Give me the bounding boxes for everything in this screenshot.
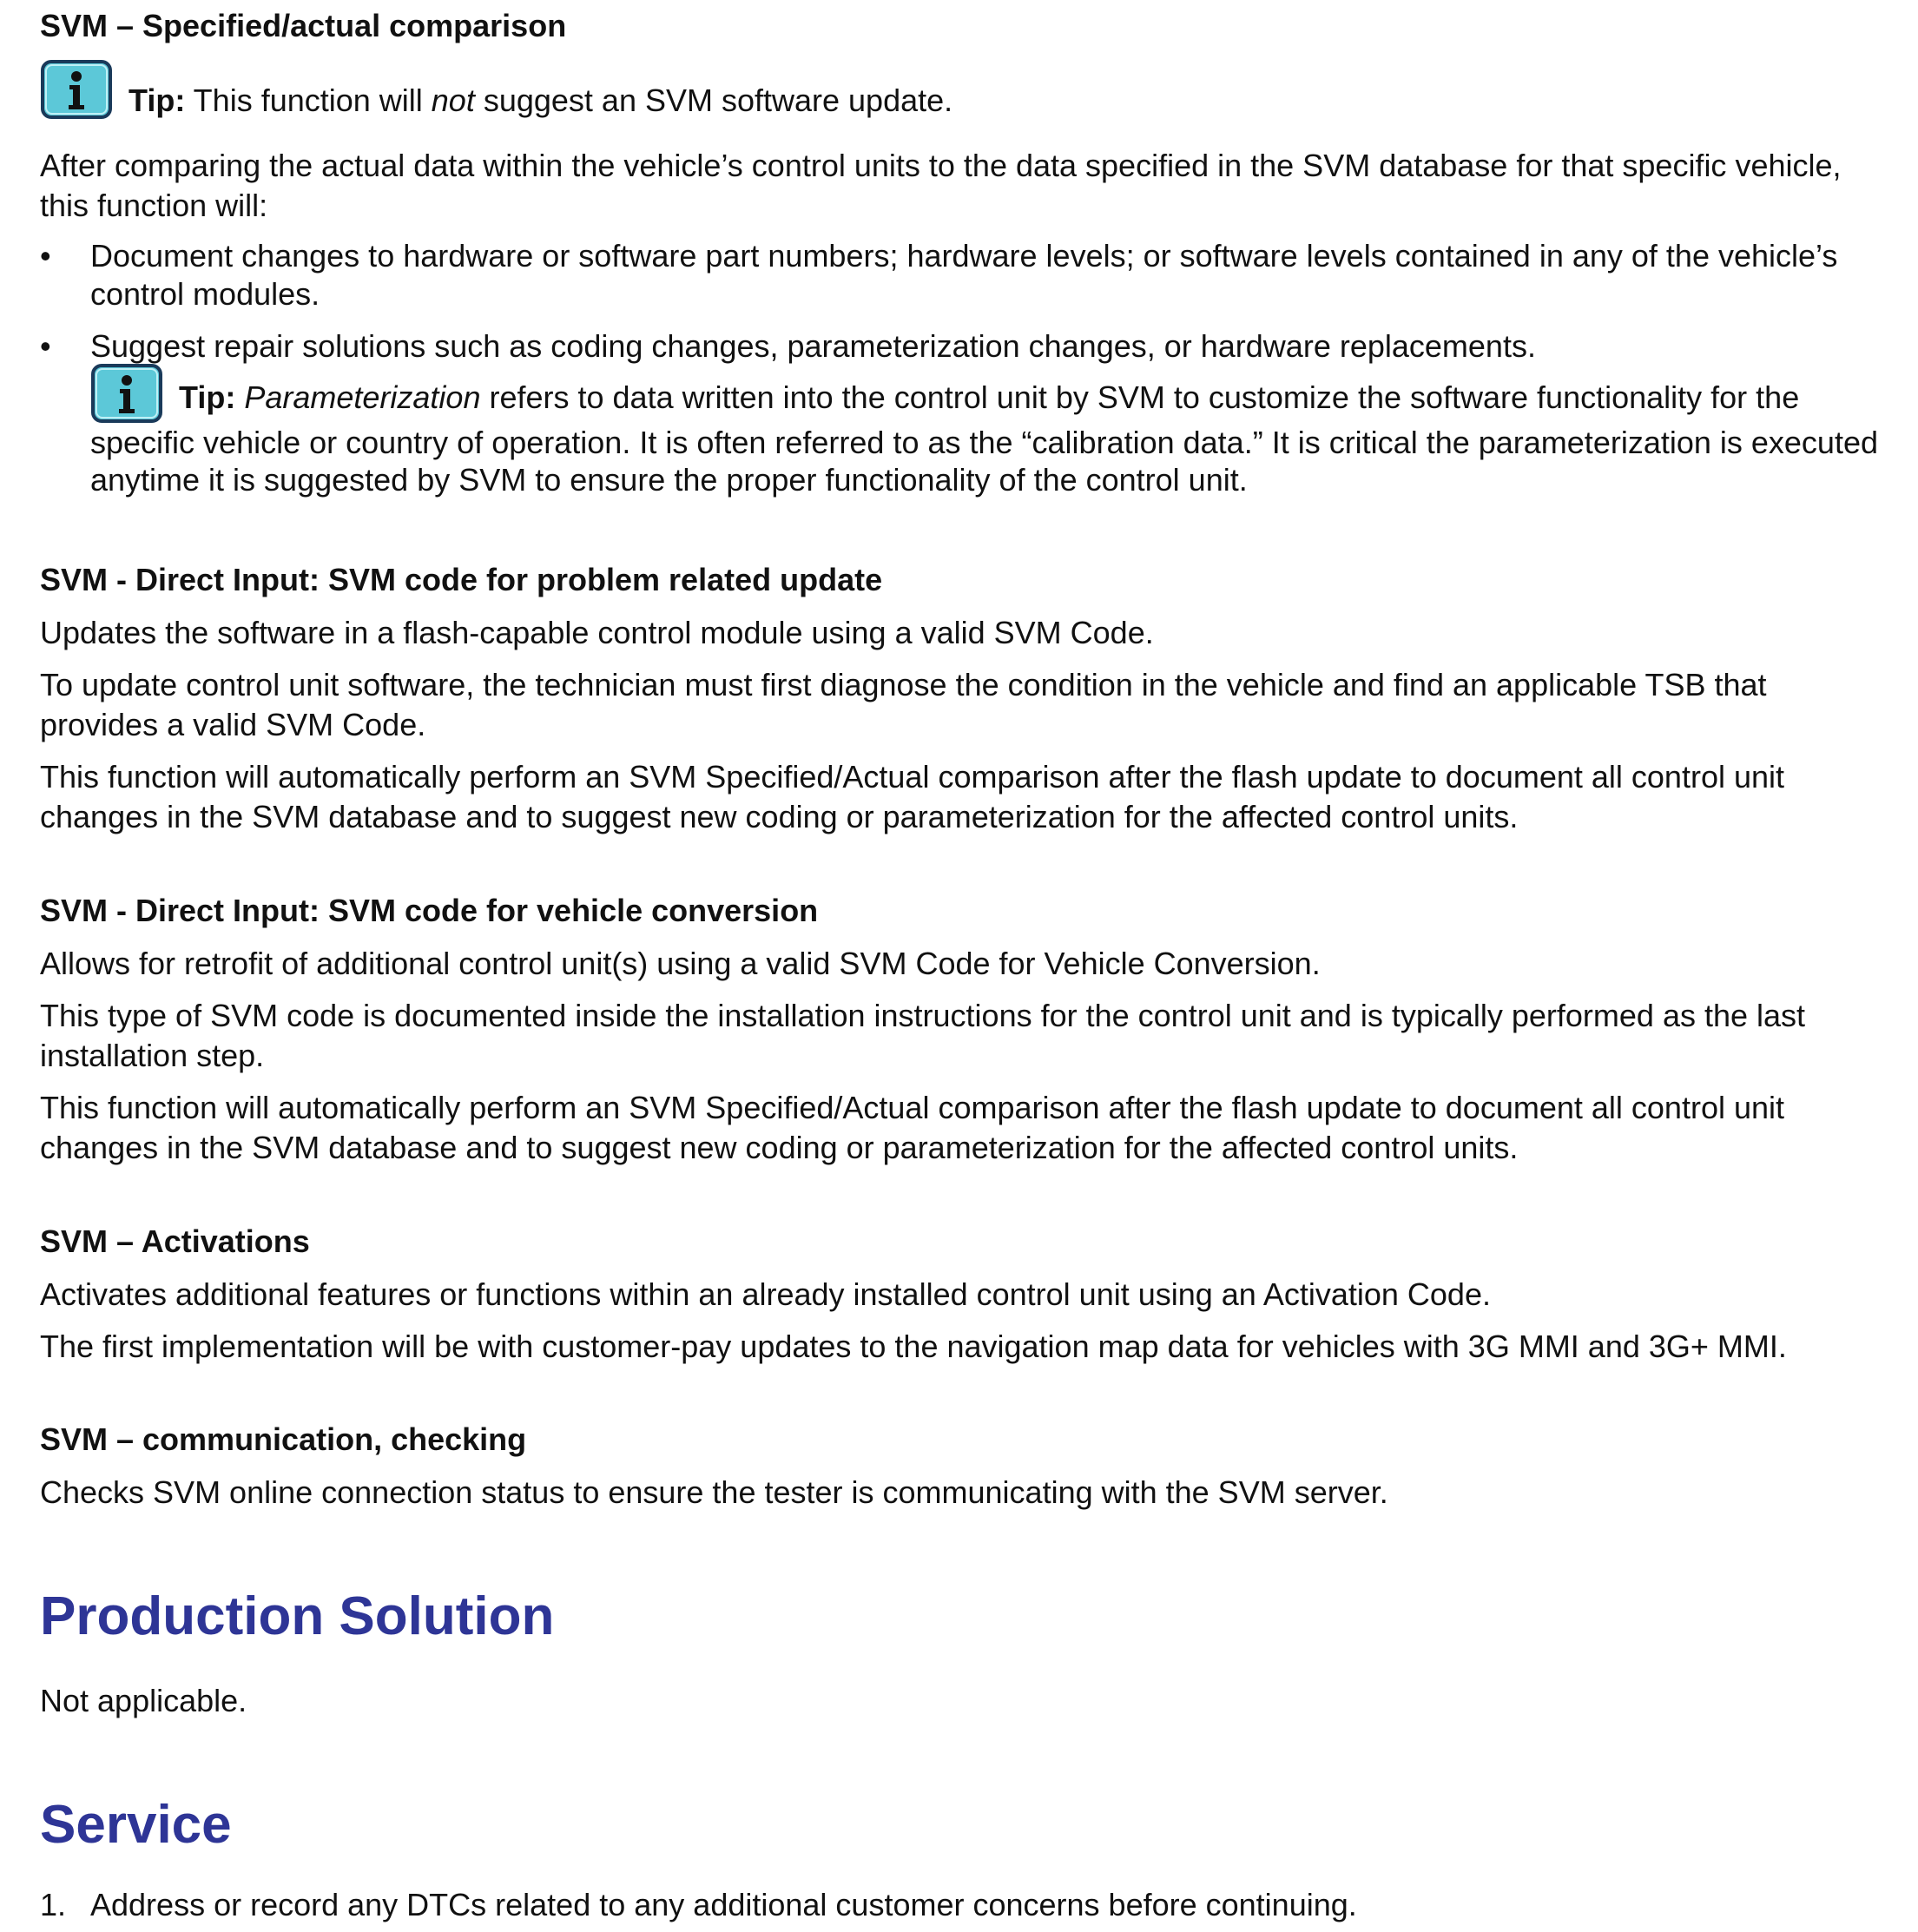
tip-block-1 [40, 59, 952, 120]
section-heading-direct-input-problem: SVM - Direct Input: SVM code for problem related update [40, 562, 883, 597]
bullet-item [40, 327, 1872, 366]
info-icon [90, 363, 163, 424]
tip-text-end: suggest an SVM software update. [474, 82, 953, 118]
tip-block-2 [90, 363, 1888, 498]
bullet-item [40, 237, 1872, 313]
bullet-text: Suggest repair solutions such as coding changes, parameterization changes, or hardware replacements. [90, 328, 1536, 364]
bullet-dot: • [40, 328, 51, 364]
paragraph: This function will automatically perform an SVM Specified/Actual comparison after the flash update to document all control unit changes in the SVM database and to suggest new coding or parameterization for the affected control units. [40, 759, 1785, 834]
paragraph: Updates the software in a flash-capable control module using a valid SVM Code. [40, 615, 1154, 650]
tip-emphasis: not [431, 82, 475, 118]
paragraph: This function will automatically perform an SVM Specified/Actual comparison after the flash update to document all control unit changes in the SVM database and to suggest new coding or parameterization for the affected control units. [40, 1090, 1785, 1165]
service-title: Service [40, 1795, 232, 1855]
tip-label: Tip: [129, 82, 186, 118]
step-number: 1. [40, 1887, 67, 1922]
paragraph: Activates additional features or functions within an already installed control unit using an Activation Code. [40, 1276, 1491, 1312]
paragraph: To update control unit software, the technician must first diagnose the condition in the vehicle and find an applicable TSB that provides a valid SVM Code. [40, 667, 1767, 742]
production-solution-title: Production Solution [40, 1586, 555, 1646]
section-heading-direct-input-conversion: SVM - Direct Input: SVM code for vehicle conversion [40, 893, 819, 928]
paragraph: Checks SVM online connection status to ensure the tester is communicating with the SVM server. [40, 1474, 1388, 1510]
intro-paragraph: After comparing the actual data within the vehicle’s control units to the data specified in the SVM database for that specific vehicle, this function will: [40, 148, 1842, 223]
paragraph: This type of SVM code is documented inside the installation instructions for the control unit and is typically performed as the last installation step. [40, 998, 1806, 1073]
section-heading-activations: SVM – Activations [40, 1223, 310, 1259]
bullet-dot: • [40, 238, 51, 274]
tip-emphasis: Parameterization [244, 379, 481, 415]
tip-text: refers to data written into the control unit by SVM to customize the software functionality for the specific vehicle or country of operation. It is often referred to as the “calibration data.” It is critical the parameterization is executed anytime it is suggested by SVM to ensure the proper functionality of the control unit. [90, 379, 1878, 498]
service-step [40, 1886, 1872, 1924]
section-heading-communication: SVM – communication, checking [40, 1421, 527, 1457]
paragraph: Allows for retrofit of additional control unit(s) using a valid SVM Code for Vehicle Conversion. [40, 946, 1321, 981]
info-icon [40, 59, 113, 120]
tip-text: This function will [185, 82, 432, 118]
paragraph: The first implementation will be with customer-pay updates to the navigation map data for vehicles with 3G MMI and 3G+ MMI. [40, 1329, 1787, 1364]
bullet-text: Document changes to hardware or software part numbers; hardware levels; or software levels contained in any of the vehicle’s control modules. [90, 238, 1838, 312]
production-solution-text: Not applicable. [40, 1683, 247, 1718]
step-text: Address or record any DTCs related to any additional customer concerns before continuing. [90, 1887, 1357, 1922]
tip-label: Tip: [179, 379, 236, 415]
section-heading-specified-actual: SVM – Specified/actual comparison [40, 8, 567, 43]
